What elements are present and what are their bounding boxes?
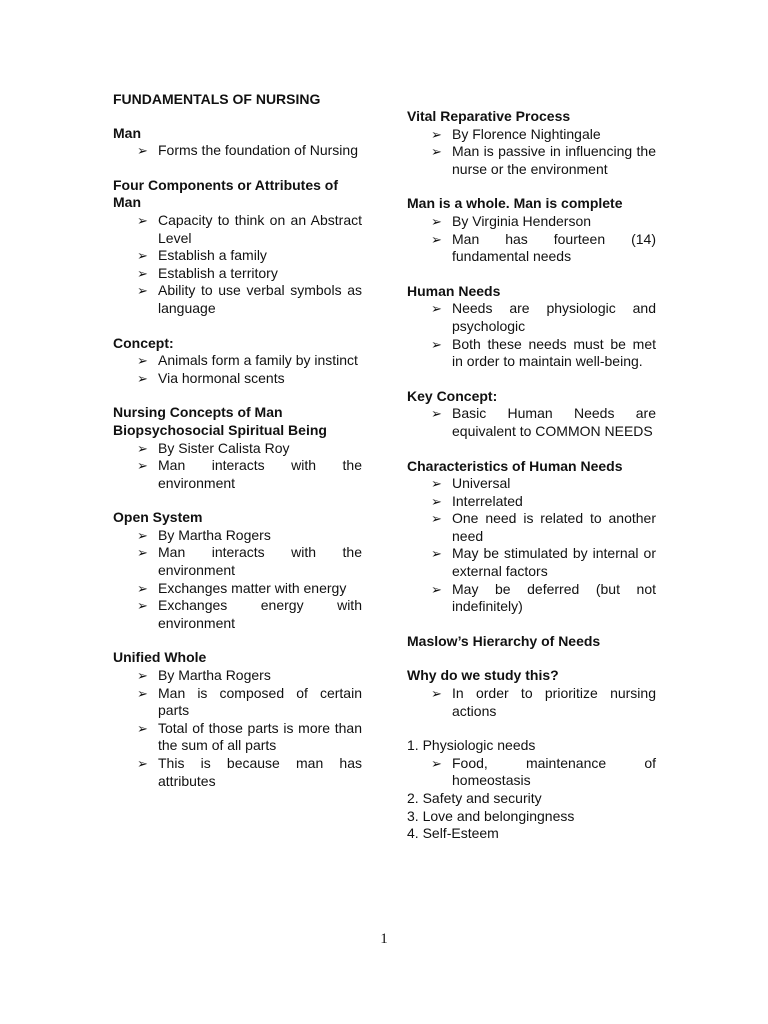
arrow-bullet-icon: ➢ bbox=[431, 755, 442, 771]
section-heading: Concept: bbox=[113, 334, 174, 351]
section-heading: Human Needs bbox=[407, 282, 501, 299]
bullet-text: Exchanges matter with energy bbox=[158, 579, 347, 596]
section-gap bbox=[407, 266, 656, 283]
bullet-item bbox=[113, 370, 362, 388]
section-heading: Characteristics of Human Needs bbox=[407, 457, 623, 474]
arrow-bullet-icon: ➢ bbox=[137, 248, 148, 264]
arrow-bullet-icon: ➢ bbox=[137, 668, 148, 684]
bullet-text: In order to prioritize nursing actions bbox=[452, 685, 656, 719]
arrow-bullet-icon: ➢ bbox=[137, 598, 148, 614]
bullet-item bbox=[113, 352, 362, 370]
bullet-item bbox=[113, 755, 362, 790]
numbered-item: 4. Self-Esteem bbox=[407, 825, 499, 842]
numbered-item: 2. Safety and security bbox=[407, 790, 542, 806]
arrow-bullet-icon: ➢ bbox=[431, 301, 442, 317]
arrow-bullet-icon: ➢ bbox=[137, 720, 148, 736]
section-heading: Why do we study this? bbox=[407, 667, 559, 684]
numbered-item: 3. Love and belongingness bbox=[407, 807, 575, 824]
spacer bbox=[407, 720, 656, 737]
bullet-text: Via hormonal scents bbox=[158, 369, 285, 386]
section bbox=[407, 108, 656, 178]
bullet-text: Forms the foundation of Nursing bbox=[158, 142, 358, 159]
bullet-item bbox=[113, 265, 362, 283]
section-gap bbox=[407, 371, 656, 388]
section-heading: Key Concept: bbox=[407, 387, 498, 404]
bullet-item bbox=[407, 300, 656, 335]
section-gap bbox=[113, 632, 362, 649]
bullet-item bbox=[113, 440, 362, 458]
bullet-item bbox=[407, 545, 656, 580]
arrow-bullet-icon: ➢ bbox=[137, 580, 148, 596]
left-sections bbox=[113, 125, 362, 791]
bullet-text: Food, maintenance of homeostasis bbox=[452, 754, 656, 789]
page-number: 1 bbox=[380, 931, 388, 947]
arrow-bullet-icon: ➢ bbox=[431, 581, 442, 597]
section-gap bbox=[113, 492, 362, 509]
bullet-text: May be deferred (but not indefinitely) bbox=[452, 580, 656, 615]
arrow-bullet-icon: ➢ bbox=[137, 756, 148, 771]
section bbox=[407, 388, 656, 441]
bullet-item bbox=[113, 457, 362, 492]
bullet-list bbox=[407, 405, 656, 440]
bullet-item bbox=[407, 336, 656, 371]
section bbox=[113, 509, 362, 632]
bullet-text: By Sister Calista Roy bbox=[158, 439, 290, 456]
document-title: FUNDAMENTALS OF NURSING bbox=[113, 91, 321, 107]
bullet-text: Universal bbox=[452, 475, 511, 492]
bullet-list bbox=[113, 212, 362, 318]
section-heading: Maslow’s Hierarchy of Needs bbox=[407, 632, 601, 649]
bullet-text: Basic Human Needs are equivalent to COMMON NEEDS bbox=[452, 405, 656, 439]
bullet-text: This is because man has attributes bbox=[158, 755, 362, 789]
arrow-bullet-icon: ➢ bbox=[431, 213, 442, 229]
bullet-text: By Martha Rogers bbox=[158, 667, 271, 684]
bullet-item bbox=[113, 142, 362, 160]
bullet-list bbox=[113, 142, 362, 160]
bullet-item bbox=[113, 544, 362, 579]
bullet-item bbox=[407, 755, 656, 790]
bullet-item bbox=[407, 143, 656, 178]
arrow-bullet-icon: ➢ bbox=[137, 545, 148, 561]
section-heading: Man is a whole. Man is complete bbox=[407, 195, 623, 212]
arrow-bullet-icon: ➢ bbox=[431, 231, 442, 247]
numbered-item: 1. Physiologic needs bbox=[407, 737, 536, 754]
bullet-list bbox=[113, 352, 362, 387]
bullet-item bbox=[407, 126, 656, 144]
arrow-bullet-icon: ➢ bbox=[137, 143, 148, 159]
left-column bbox=[113, 91, 362, 790]
bullet-list bbox=[407, 685, 656, 720]
bullet-list bbox=[407, 300, 656, 370]
bullet-item bbox=[407, 493, 656, 511]
arrow-bullet-icon: ➢ bbox=[137, 370, 148, 386]
bullet-list bbox=[113, 440, 362, 493]
arrow-bullet-icon: ➢ bbox=[137, 265, 148, 281]
arrow-bullet-icon: ➢ bbox=[431, 546, 442, 562]
section-heading: Vital Reparative Process bbox=[407, 108, 571, 124]
section-gap bbox=[407, 178, 656, 195]
section-gap bbox=[113, 387, 362, 404]
right-column bbox=[407, 108, 656, 843]
bullet-item bbox=[113, 597, 362, 632]
bullet-list bbox=[113, 667, 362, 790]
arrow-bullet-icon: ➢ bbox=[431, 144, 442, 160]
section bbox=[407, 458, 656, 616]
bullet-item bbox=[407, 231, 656, 266]
section bbox=[407, 667, 656, 720]
section bbox=[407, 283, 656, 371]
arrow-bullet-icon: ➢ bbox=[137, 685, 148, 701]
bullet-item bbox=[407, 405, 656, 440]
section-heading: Open System bbox=[113, 509, 203, 526]
bullet-list bbox=[407, 126, 656, 179]
bullet-item bbox=[113, 282, 362, 317]
section bbox=[113, 335, 362, 388]
bullet-text: Man is passive in influencing the nurse or the environment bbox=[452, 143, 656, 177]
section-gap bbox=[113, 160, 362, 177]
bullet-item bbox=[113, 527, 362, 545]
arrow-bullet-icon: ➢ bbox=[137, 527, 148, 543]
bullet-text: Capacity to think on an Abstract Level bbox=[158, 211, 362, 246]
bullet-text: Exchanges energy with environment bbox=[158, 597, 362, 631]
bullet-text: By Martha Rogers bbox=[158, 526, 271, 543]
bullet-item bbox=[407, 581, 656, 616]
bullet-list bbox=[113, 527, 362, 633]
bullet-item bbox=[113, 580, 362, 598]
section-gap bbox=[407, 441, 656, 458]
section bbox=[407, 633, 656, 651]
bullet-text: Needs are physiologic and psychologic bbox=[452, 300, 656, 334]
bullet-text: Animals form a family by instinct bbox=[158, 352, 358, 369]
section bbox=[113, 125, 362, 160]
bullet-text: May be stimulated by internal or external factors bbox=[452, 545, 656, 580]
arrow-bullet-icon: ➢ bbox=[137, 212, 148, 228]
section-heading: Nursing Concepts of Man Biopsychosocial Spiritual Being bbox=[113, 404, 327, 438]
bullet-text: Man interacts with the environment bbox=[158, 457, 362, 491]
section-gap bbox=[407, 650, 656, 667]
bullet-item bbox=[113, 212, 362, 247]
bullet-item bbox=[113, 685, 362, 720]
arrow-bullet-icon: ➢ bbox=[137, 440, 148, 456]
bullet-text: Interrelated bbox=[452, 492, 523, 509]
right-sections bbox=[407, 108, 656, 720]
bullet-text: One need is related to another need bbox=[452, 510, 656, 544]
section bbox=[113, 404, 362, 492]
bullet-text: Man has fourteen (14) fundamental needs bbox=[452, 230, 656, 265]
arrow-bullet-icon: ➢ bbox=[431, 476, 442, 492]
bullet-item bbox=[407, 213, 656, 231]
bullet-text: Establish a family bbox=[158, 247, 267, 264]
section-gap bbox=[113, 318, 362, 335]
bullet-text: Ability to use verbal symbols as language bbox=[158, 282, 362, 316]
arrow-bullet-icon: ➢ bbox=[431, 406, 442, 422]
section-heading: Unified Whole bbox=[113, 649, 207, 666]
arrow-bullet-icon: ➢ bbox=[431, 493, 442, 509]
arrow-bullet-icon: ➢ bbox=[137, 353, 148, 369]
section-heading: Four Components or Attributes of Man bbox=[113, 176, 339, 211]
section-heading: Man bbox=[113, 124, 141, 141]
sub-bullet-list bbox=[407, 755, 656, 790]
section bbox=[113, 649, 362, 790]
numbered-list bbox=[407, 737, 656, 843]
bullet-item bbox=[407, 475, 656, 493]
bullet-text: Both these needs must be met in order to maintain well-being. bbox=[452, 335, 656, 370]
bullet-list bbox=[407, 475, 656, 616]
arrow-bullet-icon: ➢ bbox=[137, 283, 148, 299]
section-gap bbox=[407, 616, 656, 633]
arrow-bullet-icon: ➢ bbox=[431, 511, 442, 527]
arrow-bullet-icon: ➢ bbox=[431, 126, 442, 142]
bullet-item bbox=[113, 667, 362, 685]
bullet-text: Man interacts with the environment bbox=[158, 544, 362, 579]
arrow-bullet-icon: ➢ bbox=[137, 458, 148, 474]
section bbox=[407, 195, 656, 265]
bullet-item bbox=[407, 685, 656, 720]
bullet-text: Total of those parts is more than the sum of all parts bbox=[158, 719, 362, 754]
bullet-item bbox=[407, 510, 656, 545]
bullet-list bbox=[407, 213, 656, 266]
arrow-bullet-icon: ➢ bbox=[431, 336, 442, 352]
bullet-item bbox=[113, 720, 362, 755]
bullet-text: Establish a territory bbox=[158, 264, 278, 281]
arrow-bullet-icon: ➢ bbox=[431, 686, 442, 702]
bullet-text: By Virginia Henderson bbox=[452, 212, 592, 229]
section bbox=[113, 177, 362, 318]
bullet-item bbox=[113, 247, 362, 265]
bullet-text: Man is composed of certain parts bbox=[158, 684, 362, 719]
bullet-text: By Florence Nightingale bbox=[452, 125, 601, 142]
